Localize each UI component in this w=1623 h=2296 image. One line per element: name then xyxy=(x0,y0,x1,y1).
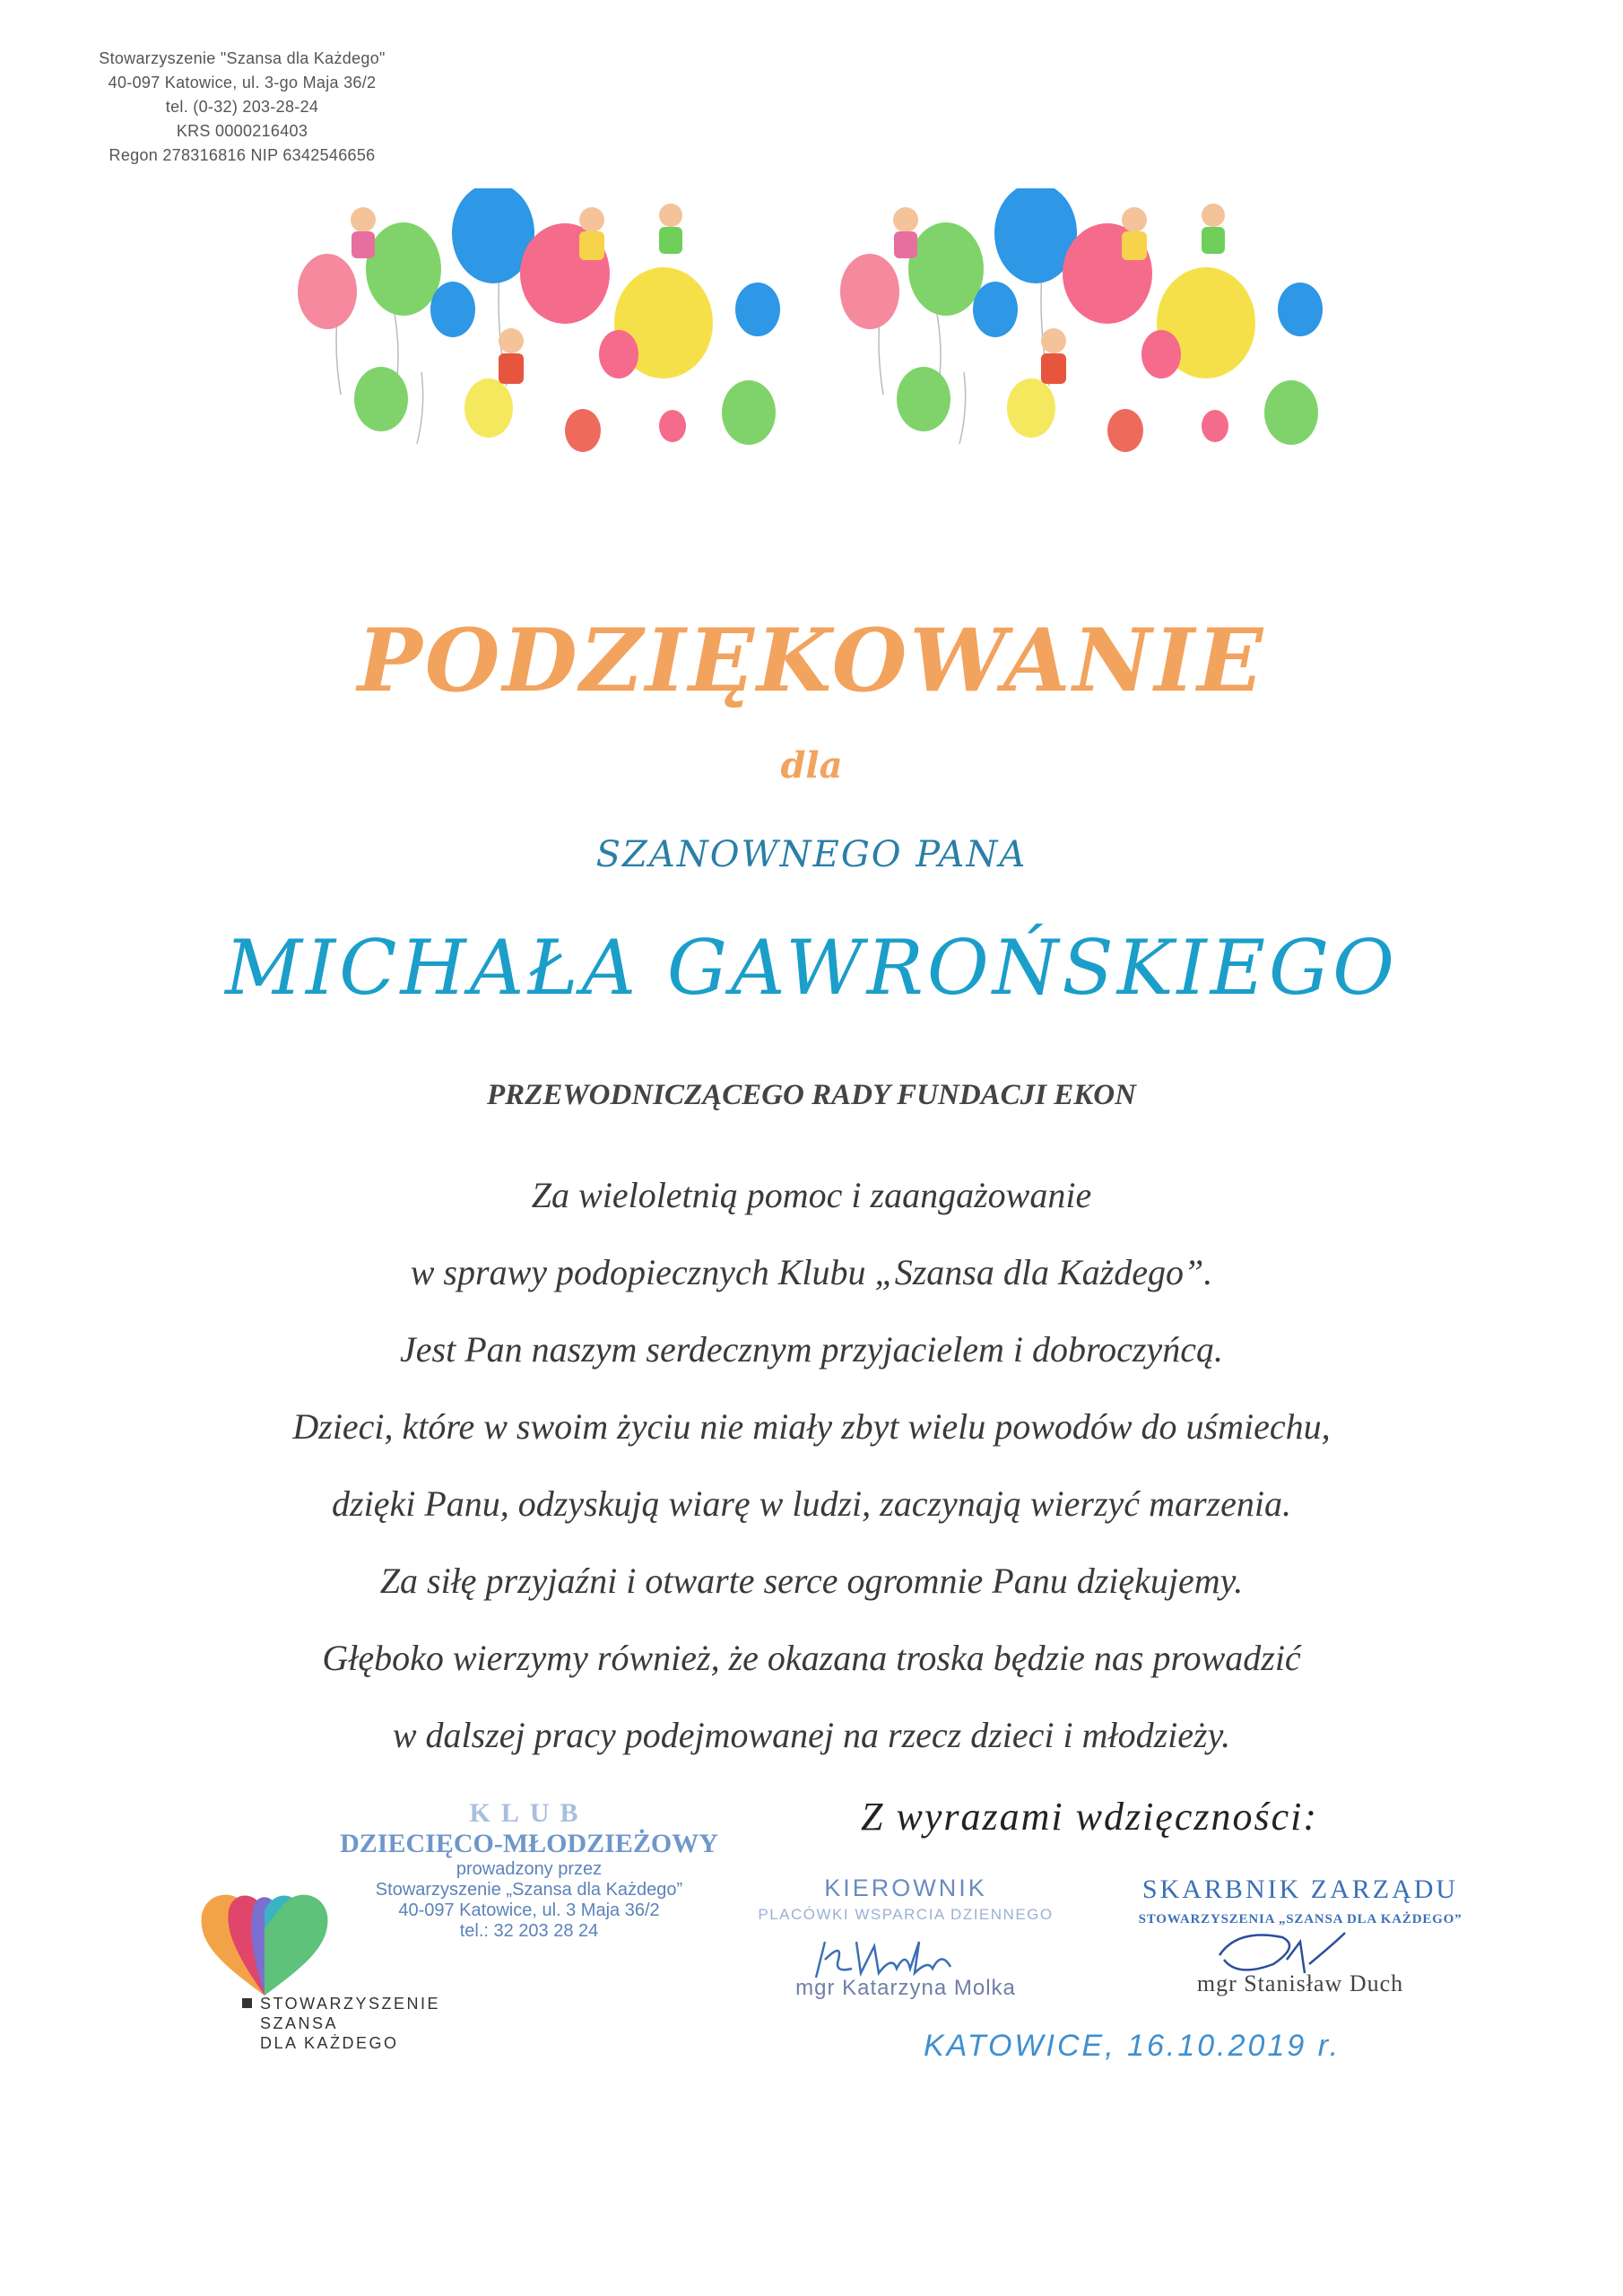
org-line: DLA KAŻDEGO xyxy=(260,2034,399,2052)
org-line: STOWARZYSZENIE xyxy=(260,1995,441,2013)
skarbnik-title: SKARBNIK ZARZĄDU xyxy=(1141,1874,1459,1904)
skarbnik-subtitle: STOWARZYSZENIA „SZANSA DLA KAŻDEGO” xyxy=(1138,1912,1462,1926)
balloons-illustration xyxy=(296,188,1354,484)
club-name: DZIECIĘCO-MŁODZIEŻOWY xyxy=(340,1829,718,1858)
stamp-line: KRS 0000216403 xyxy=(176,122,308,140)
regards: Z wyrazami wdzięczności: xyxy=(861,1795,1318,1839)
body-line: Jest Pan naszym serdecznym przyjacielem i dobroczyńcą. xyxy=(400,1329,1223,1370)
honorific: SZANOWNEGO PANA xyxy=(595,834,1028,875)
org-line: SZANSA xyxy=(260,2014,339,2032)
stamp-line: tel. (0-32) 203-28-24 xyxy=(165,98,319,116)
body-line: w dalszej pracy podejmowanej na rzecz dzieci i młodzieży. xyxy=(392,1715,1231,1755)
body-line: Dzieci, które w swoim życiu nie miały zbyt wielu powodów do uśmiechu, xyxy=(292,1406,1331,1447)
recipient-role: PRZEWODNICZĄCEGO RADY FUNDACJI EKON xyxy=(487,1079,1136,1111)
skarbnik-signature-icon xyxy=(1202,1924,1381,1987)
body-line: w sprawy podopiecznych Klubu „Szansa dla Każdego”. xyxy=(410,1252,1213,1292)
stamp-line: Stowarzyszenie "Szansa dla Każdego" xyxy=(99,49,386,67)
club-line: tel.: 32 203 28 24 xyxy=(459,1921,599,1941)
kierownik-subtitle: PLACÓWKI WSPARCIA DZIENNEGO xyxy=(758,1906,1054,1923)
for-label: dla xyxy=(780,744,843,787)
body-line: Za siłę przyjaźni i otwarte serce ogromnie Panu dziękujemy. xyxy=(379,1561,1244,1601)
club-klub: KLUB xyxy=(469,1798,589,1828)
recipient-name: MICHAŁA GAWROŃSKIEGO xyxy=(224,924,1398,1012)
org-name xyxy=(260,1994,493,2053)
club-stamp xyxy=(332,1798,726,1942)
kierownik-name: mgr Katarzyna Molka xyxy=(795,1976,1016,2000)
stamp-line: Regon 278316816 NIP 6342546656 xyxy=(108,146,376,164)
club-line: 40-097 Katowice, ul. 3 Maja 36/2 xyxy=(398,1900,660,1920)
kierownik-signature-icon xyxy=(807,1933,1004,1987)
body-line: Głęboko wierzymy również, że okazana troska będzie nas prowadzić xyxy=(322,1638,1301,1678)
header-stamp xyxy=(54,47,430,168)
body-line: dzięki Panu, odzyskują wiarę w ludzi, zaczynają wierzyć marzenia. xyxy=(332,1483,1291,1524)
square-bullet-icon xyxy=(242,1998,252,2008)
place-date: KATOWICE, 16.10.2019 r. xyxy=(924,2029,1341,2063)
club-line: Stowarzyszenie „Szansa dla Każdego” xyxy=(375,1880,683,1900)
kierownik-title: KIEROWNIK xyxy=(824,1874,987,1901)
body-line: Za wieloletnią pomoc i zaangażowanie xyxy=(531,1175,1092,1215)
heart-balloon-logo-icon xyxy=(193,1883,336,2000)
certificate-title: PODZIĘKOWANIE xyxy=(357,610,1266,711)
stamp-line: 40-097 Katowice, ul. 3-go Maja 36/2 xyxy=(108,74,377,91)
skarbnik-name: mgr Stanisław Duch xyxy=(1196,1970,1404,1996)
club-line: prowadzony przez xyxy=(456,1859,603,1879)
body-text xyxy=(0,1157,1623,1774)
